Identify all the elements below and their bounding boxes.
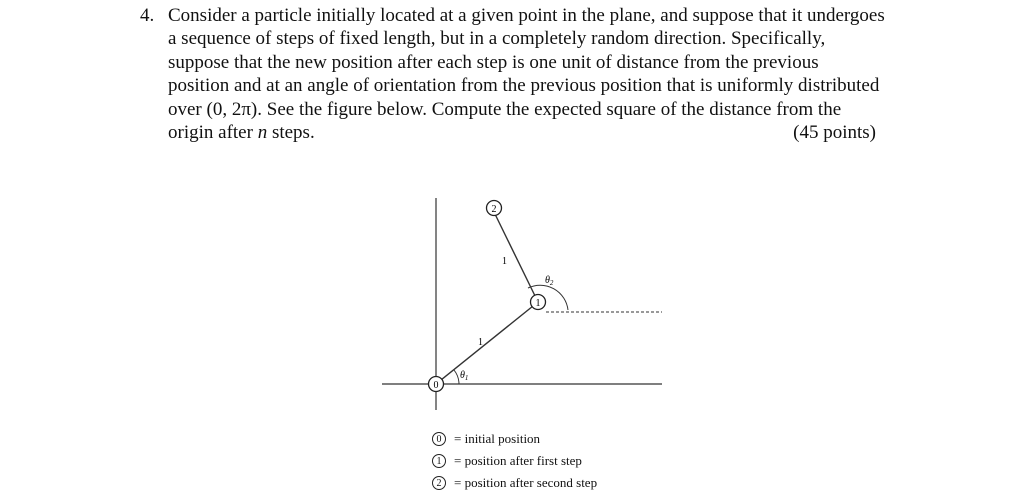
statement-line-4: position and at an angle of orientation from the previous position that is uniformly distributed xyxy=(168,75,880,97)
step-1-length-label: 1 xyxy=(478,337,483,348)
theta1-arc xyxy=(454,370,459,384)
statement-line-3: suppose that the new position after each step is one unit of distance from the previous xyxy=(168,51,819,73)
theta1-label: $\theta_1$ xyxy=(460,370,469,382)
legend-marker-0: 0 xyxy=(432,432,446,446)
legend-row-initial xyxy=(432,428,597,450)
legend-marker-1: 1 xyxy=(432,454,446,468)
legend-text-first-step: = position after first step xyxy=(454,453,582,468)
statement-line-2: a sequence of steps of fixed length, but in a completely random direction. Specifically, xyxy=(168,28,826,50)
step-2-length-label: 1 xyxy=(502,256,507,267)
legend-marker-2: 2 xyxy=(432,476,446,490)
statement-line-5: over (0, 2π). See the figure below. Compute the expected square of the distance from the xyxy=(168,98,842,120)
points-label: (45 points) xyxy=(793,122,876,144)
legend-text-initial: = initial position xyxy=(454,431,541,446)
step-1-segment xyxy=(436,302,538,384)
marker-2 xyxy=(487,201,502,216)
line6-suffix: steps. xyxy=(267,122,315,144)
marker-0 xyxy=(429,377,444,392)
marker-0-label: 0 xyxy=(433,380,439,391)
variable-n: n xyxy=(257,122,268,144)
theta2-label: $\theta_2$ xyxy=(545,275,554,287)
statement-line-1: Consider a particle initially located at a given point in the plane, and suppose that it undergoes xyxy=(168,5,885,26)
problem-number: 4. xyxy=(140,5,155,26)
marker-2-label: 2 xyxy=(491,204,497,215)
step-2-segment xyxy=(494,212,538,302)
marker-1-label: 1 xyxy=(535,298,541,309)
legend-row-first-step xyxy=(432,450,597,472)
legend-text-second-step: = position after second step xyxy=(454,475,598,490)
marker-1 xyxy=(531,295,546,310)
legend-row-second-step xyxy=(432,472,597,494)
line6-prefix: origin after xyxy=(168,122,258,144)
figure-legend xyxy=(432,428,597,494)
